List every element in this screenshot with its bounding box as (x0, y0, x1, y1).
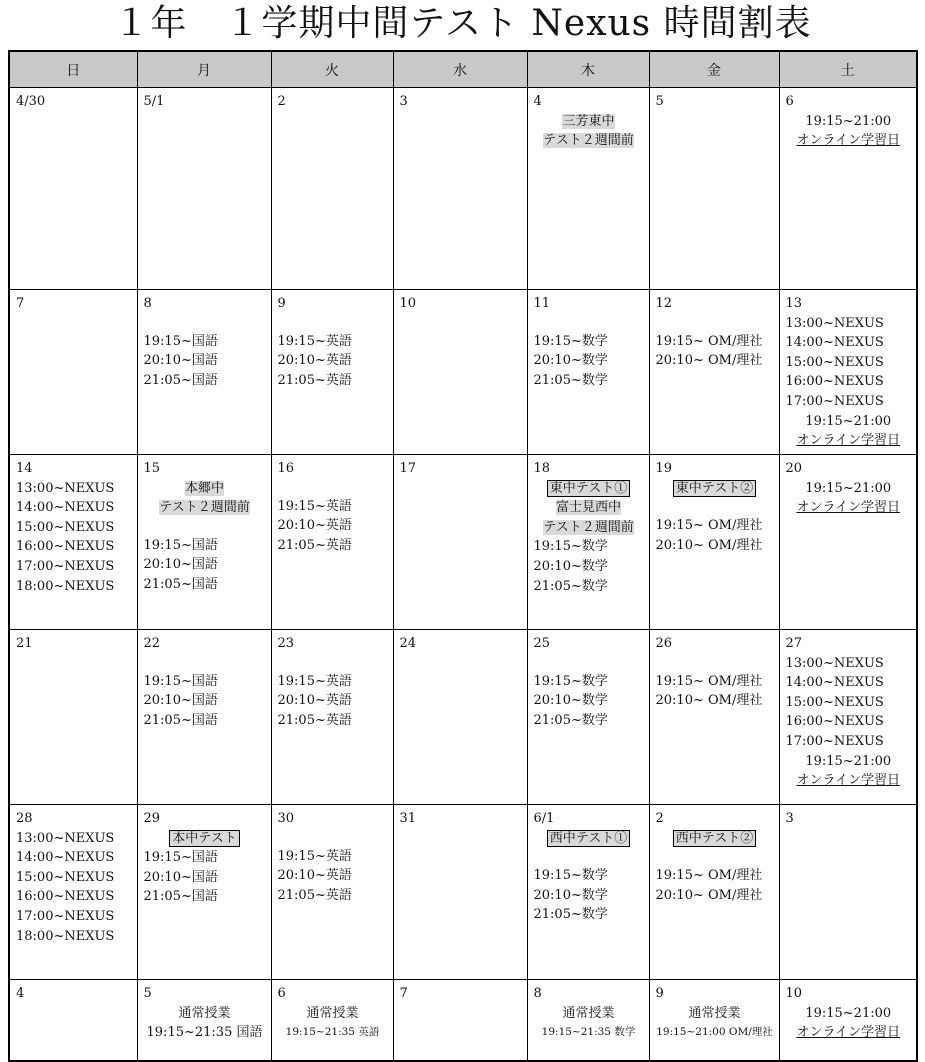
day-number: 5/1 (143, 94, 165, 109)
schedule-line (144, 536, 266, 556)
schedule-line (144, 498, 266, 518)
day-cell (779, 630, 917, 805)
schedule-text: 13:00~NEXUS (785, 655, 884, 671)
schedule-text: 19:15~英語 (277, 673, 352, 689)
schedule-text: 21:05~英語 (277, 887, 352, 903)
schedule-line (534, 1023, 644, 1043)
day-cell (393, 980, 527, 1061)
schedule-line (534, 557, 644, 577)
schedule-text: 13:00~NEXUS (785, 315, 884, 331)
schedule-line (786, 1023, 912, 1043)
online-study-label: オンライン学習日 (796, 500, 901, 516)
schedule-text: 18:00~NEXUS (16, 928, 115, 944)
schedule-line (144, 691, 266, 711)
day-cell (137, 88, 271, 290)
schedule-text: 19:15~国語 (143, 333, 218, 349)
day-number: 8 (143, 296, 152, 311)
day-cell (271, 290, 393, 455)
day-cell (271, 980, 393, 1061)
schedule-text: 21:05~英語 (277, 537, 352, 553)
schedule-text: 20:10~数学 (533, 693, 608, 709)
online-study-label: オンライン学習日 (796, 133, 901, 149)
page-title: １年 １学期中間テスト Nexus 時間割表 (113, 3, 812, 44)
schedule-text: 21:05~国語 (143, 712, 218, 728)
schedule-line (144, 371, 266, 391)
schedule-line (16, 557, 132, 577)
schedule-line (144, 711, 266, 731)
day-number: 6 (785, 94, 794, 109)
schedule-line (786, 353, 912, 373)
schedule-text: 20:10~ OM/理社 (655, 887, 763, 903)
schedule-line (786, 732, 912, 752)
schedule-line (278, 711, 388, 731)
online-study-label: オンライン学習日 (796, 773, 901, 789)
schedule-line (786, 392, 912, 412)
schedule-line (786, 131, 912, 151)
day-cell (527, 630, 649, 805)
day-number: 21 (16, 636, 33, 651)
day-number: 10 (399, 296, 417, 311)
schedule-line (786, 479, 912, 499)
schedule-line (656, 886, 774, 906)
day-cell (271, 630, 393, 805)
schedule-text: 17:00~NEXUS (785, 393, 884, 409)
schedule-text: 通常授業 (178, 1005, 231, 1021)
schedule-line (278, 886, 388, 906)
day-cell (649, 805, 779, 980)
day-number: 19 (655, 461, 673, 476)
schedule-line (534, 691, 644, 711)
day-number: 9 (655, 986, 664, 1001)
schedule-text: 20:10~英語 (277, 518, 352, 534)
weekday-tuesday: 火 (271, 51, 393, 88)
schedule-line (16, 518, 132, 538)
schedule-line (786, 372, 912, 392)
schedule-text: 19:15~21:35 数学 (541, 1026, 636, 1039)
schedule-text: 19:15~英語 (277, 848, 352, 864)
schedule-text: 15:00~NEXUS (785, 694, 884, 710)
day-number: 2 (277, 94, 286, 109)
schedule-text: 19:15~数学 (533, 333, 608, 349)
schedule-line (144, 868, 266, 888)
schedule-line (278, 536, 388, 556)
test-notice: 本郷中 (184, 480, 224, 496)
schedule-line (16, 848, 132, 868)
schedule-text: 16:00~NEXUS (785, 714, 884, 730)
schedule-line (278, 847, 388, 867)
schedule-text: 20:10~国語 (143, 693, 218, 709)
schedule-line (656, 516, 774, 536)
day-number: 23 (277, 636, 295, 651)
schedule-line (16, 887, 132, 907)
schedule-text: 19:15~ OM/理社 (655, 333, 763, 349)
schedule-text: 21:05~数学 (533, 907, 608, 923)
schedule-text: 20:10~英語 (277, 868, 352, 884)
day-cell (779, 980, 917, 1061)
schedule-text: 20:10~ OM/理社 (655, 693, 763, 709)
day-number: 15 (143, 461, 161, 476)
schedule-text: 21:05~数学 (533, 578, 608, 594)
schedule-text: 19:15~国語 (143, 673, 218, 689)
schedule-text: 19:15~21:00 (805, 753, 892, 769)
schedule-line (534, 905, 644, 925)
schedule-text: 19:15~21:35 英語 (285, 1026, 380, 1039)
test-badge: 東中テスト② (673, 480, 756, 497)
day-cell (271, 88, 393, 290)
schedule-text: 19:15~21:00 (805, 1005, 892, 1021)
schedule-text: 15:00~NEXUS (16, 869, 115, 885)
schedule-line (534, 711, 644, 731)
schedule-line (16, 498, 132, 518)
schedule-text: 20:10~ OM/理社 (655, 537, 763, 553)
schedule-text: 13:00~NEXUS (16, 480, 115, 496)
week-row (9, 630, 917, 805)
day-number: 16 (277, 461, 295, 476)
week-row (9, 88, 917, 290)
schedule-line (16, 577, 132, 597)
schedule-line (534, 371, 644, 391)
day-cell (649, 290, 779, 455)
schedule-text: 20:10~英語 (277, 693, 352, 709)
day-cell (393, 290, 527, 455)
schedule-line (278, 351, 388, 371)
schedule-text: 19:15~21:00 (805, 480, 892, 496)
schedule-line (786, 712, 912, 732)
day-number: 3 (785, 811, 794, 826)
schedule-text: 19:15~21:00 (805, 413, 892, 429)
schedule-line (786, 771, 912, 791)
day-number: 13 (785, 296, 803, 311)
schedule-text: 20:10~国語 (143, 353, 218, 369)
day-cell (649, 455, 779, 630)
day-number: 27 (785, 636, 803, 651)
day-number: 29 (143, 811, 161, 826)
schedule-line (534, 351, 644, 371)
weekday-sunday: 日 (9, 51, 137, 88)
day-cell (393, 88, 527, 290)
day-number: 5 (655, 94, 664, 109)
day-number: 7 (399, 986, 408, 1001)
day-number: 2 (655, 811, 664, 826)
schedule-text: 19:15~ OM/理社 (655, 518, 763, 534)
schedule-line (656, 332, 774, 352)
schedule-text: 19:15~数学 (533, 673, 608, 689)
day-cell (137, 630, 271, 805)
schedule-text: 19:15~21:35 国語 (146, 1025, 263, 1041)
schedule-line (656, 866, 774, 886)
day-cell (393, 805, 527, 980)
weekday-wednesday: 水 (393, 51, 527, 88)
online-study-label: オンライン学習日 (796, 1025, 901, 1041)
day-cell (9, 290, 137, 455)
schedule-text: 20:10~ OM/理社 (655, 353, 763, 369)
day-number: 6 (277, 986, 286, 1001)
schedule-line (278, 1023, 388, 1043)
schedule-line (278, 672, 388, 692)
schedule-line (534, 479, 644, 499)
schedule-line (656, 351, 774, 371)
schedule-text: 15:00~NEXUS (785, 354, 884, 370)
schedule-line (534, 577, 644, 597)
schedule-text: 20:10~数学 (533, 558, 608, 574)
day-number: 18 (533, 461, 551, 476)
schedule-line (144, 887, 266, 907)
schedule-text: 14:00~NEXUS (785, 335, 884, 351)
test-badge: 本中テスト (169, 830, 239, 847)
test-notice: 三芳東中 (562, 113, 615, 129)
schedule-line (786, 654, 912, 674)
schedule-line (278, 497, 388, 517)
test-notice: テスト２週間前 (159, 500, 250, 516)
week-row (9, 805, 917, 980)
day-number: 10 (785, 986, 803, 1001)
weekday-friday: 金 (649, 51, 779, 88)
schedule-line (16, 927, 132, 947)
schedule-line (278, 866, 388, 886)
schedule-text: 14:00~NEXUS (16, 500, 115, 516)
schedule-line (534, 537, 644, 557)
schedule-line (144, 672, 266, 692)
schedule-line (786, 673, 912, 693)
schedule-line (16, 907, 132, 927)
schedule-text: 20:10~数学 (533, 353, 608, 369)
schedule-text: 15:00~NEXUS (16, 519, 115, 535)
week-row (9, 980, 917, 1061)
day-number: 30 (277, 811, 295, 826)
week-row (9, 290, 917, 455)
weekday-thursday: 木 (527, 51, 649, 88)
day-cell (271, 805, 393, 980)
schedule-text: 21:05~英語 (277, 372, 352, 388)
weekday-header-row (9, 51, 917, 88)
schedule-line (144, 332, 266, 352)
schedule-text: 19:15~21:00 OM/理社 (656, 1026, 773, 1039)
schedule-line (786, 752, 912, 772)
schedule-line (16, 829, 132, 849)
day-cell (393, 630, 527, 805)
day-number: 14 (16, 461, 33, 476)
schedule-line (16, 479, 132, 499)
schedule-text: 17:00~NEXUS (16, 558, 115, 574)
schedule-text: 17:00~NEXUS (785, 733, 884, 749)
schedule-line (278, 691, 388, 711)
schedule-line (786, 112, 912, 132)
schedule-line (534, 829, 644, 849)
day-cell (649, 88, 779, 290)
schedule-line (534, 332, 644, 352)
day-number: 5 (143, 986, 152, 1001)
day-number: 31 (399, 811, 417, 826)
schedule-text: 20:10~国語 (143, 869, 218, 885)
day-cell (527, 290, 649, 455)
day-number: 4/30 (16, 94, 46, 109)
schedule-line (144, 848, 266, 868)
schedule-text: 19:15~数学 (533, 539, 608, 555)
schedule-line (786, 431, 912, 451)
schedule-line (656, 1023, 774, 1043)
schedule-text: 19:15~21:00 (805, 113, 892, 129)
day-cell (137, 455, 271, 630)
test-badge: 西中テスト② (673, 830, 756, 847)
day-cell (527, 88, 649, 290)
schedule-text: 16:00~NEXUS (16, 889, 115, 905)
day-cell (9, 455, 137, 630)
schedule-text: 13:00~NEXUS (16, 830, 115, 846)
schedule-line (534, 1004, 644, 1024)
day-cell (137, 805, 271, 980)
schedule-text: 19:15~国語 (143, 850, 218, 866)
schedule-text: 通常授業 (562, 1005, 615, 1021)
schedule-line (144, 555, 266, 575)
day-number: 25 (533, 636, 551, 651)
schedule-text: 16:00~NEXUS (785, 374, 884, 390)
schedule-text: 21:05~国語 (143, 889, 218, 905)
day-number: 28 (16, 811, 33, 826)
day-cell (527, 805, 649, 980)
schedule-text: 19:15~英語 (277, 333, 352, 349)
day-number: 6/1 (533, 811, 555, 826)
schedule-line (656, 479, 774, 499)
schedule-text: 21:05~英語 (277, 712, 352, 728)
day-cell (9, 88, 137, 290)
schedule-text: 通常授業 (688, 1005, 741, 1021)
schedule-text: 14:00~NEXUS (785, 675, 884, 691)
schedule-text: 19:15~英語 (277, 498, 352, 514)
schedule-line (144, 575, 266, 595)
schedule-text: 14:00~NEXUS (16, 850, 115, 866)
schedule-line (656, 829, 774, 849)
schedule-line (786, 314, 912, 334)
day-cell (649, 980, 779, 1061)
schedule-line (656, 691, 774, 711)
schedule-line (144, 1023, 266, 1043)
day-number: 17 (399, 461, 417, 476)
schedule-text: 20:10~国語 (143, 557, 218, 573)
schedule-text: 17:00~NEXUS (16, 908, 115, 924)
day-number: 7 (16, 296, 25, 311)
test-notice: テスト２週間前 (543, 519, 634, 535)
day-number: 4 (16, 986, 25, 1001)
day-number: 3 (399, 94, 408, 109)
schedule-text: 19:15~ OM/理社 (655, 673, 763, 689)
day-number: 26 (655, 636, 673, 651)
online-study-label: オンライン学習日 (796, 433, 901, 449)
schedule-text: 通常授業 (306, 1005, 359, 1021)
schedule-line (534, 112, 644, 132)
day-number: 11 (533, 296, 551, 311)
schedule-line (534, 498, 644, 518)
day-cell (779, 88, 917, 290)
schedule-line (534, 866, 644, 886)
schedule-line (786, 1004, 912, 1024)
schedule-line (144, 351, 266, 371)
day-cell (393, 455, 527, 630)
day-number: 4 (533, 94, 542, 109)
test-badge: 西中テスト① (547, 830, 630, 847)
test-badge: 東中テスト① (547, 480, 630, 497)
day-cell (137, 980, 271, 1061)
schedule-text: 16:00~NEXUS (16, 539, 115, 555)
schedule-line (144, 479, 266, 499)
schedule-line (534, 886, 644, 906)
day-number: 20 (785, 461, 803, 476)
day-cell (9, 630, 137, 805)
day-number: 12 (655, 296, 673, 311)
schedule-line (786, 333, 912, 353)
schedule-line (656, 672, 774, 692)
day-number: 8 (533, 986, 542, 1001)
schedule-text: 19:15~ OM/理社 (655, 868, 763, 884)
day-number: 9 (277, 296, 286, 311)
timetable-calendar (8, 50, 918, 1062)
schedule-line (16, 537, 132, 557)
schedule-line (656, 1004, 774, 1024)
schedule-text: 20:10~数学 (533, 887, 608, 903)
schedule-line (278, 371, 388, 391)
schedule-line (144, 829, 266, 849)
schedule-text: 21:05~数学 (533, 712, 608, 728)
schedule-text: 20:10~英語 (277, 353, 352, 369)
schedule-line (278, 332, 388, 352)
schedule-line (534, 672, 644, 692)
week-row (9, 455, 917, 630)
weekday-saturday: 土 (779, 51, 917, 88)
test-notice: テスト２週間前 (543, 133, 634, 149)
day-cell (649, 630, 779, 805)
schedule-line (786, 498, 912, 518)
weekday-monday: 月 (137, 51, 271, 88)
schedule-line (786, 693, 912, 713)
schedule-text: 18:00~NEXUS (16, 578, 115, 594)
schedule-text: 21:05~国語 (143, 576, 218, 592)
schedule-line (278, 516, 388, 536)
day-cell (527, 455, 649, 630)
test-notice: 富士見西中 (555, 500, 621, 516)
schedule-text: 21:05~数学 (533, 372, 608, 388)
schedule-text: 21:05~国語 (143, 372, 218, 388)
day-cell (779, 805, 917, 980)
schedule-line (786, 412, 912, 432)
day-cell (527, 980, 649, 1061)
day-number: 22 (143, 636, 161, 651)
schedule-line (534, 131, 644, 151)
day-cell (137, 290, 271, 455)
schedule-line (16, 868, 132, 888)
schedule-line (278, 1004, 388, 1024)
day-cell (9, 980, 137, 1061)
day-cell (779, 290, 917, 455)
schedule-line (144, 1004, 266, 1024)
day-number: 24 (399, 636, 417, 651)
schedule-text: 19:15~数学 (533, 868, 608, 884)
day-cell (271, 455, 393, 630)
day-cell (9, 805, 137, 980)
day-cell (779, 455, 917, 630)
schedule-line (534, 518, 644, 538)
schedule-text: 19:15~国語 (143, 537, 218, 553)
schedule-line (656, 536, 774, 556)
